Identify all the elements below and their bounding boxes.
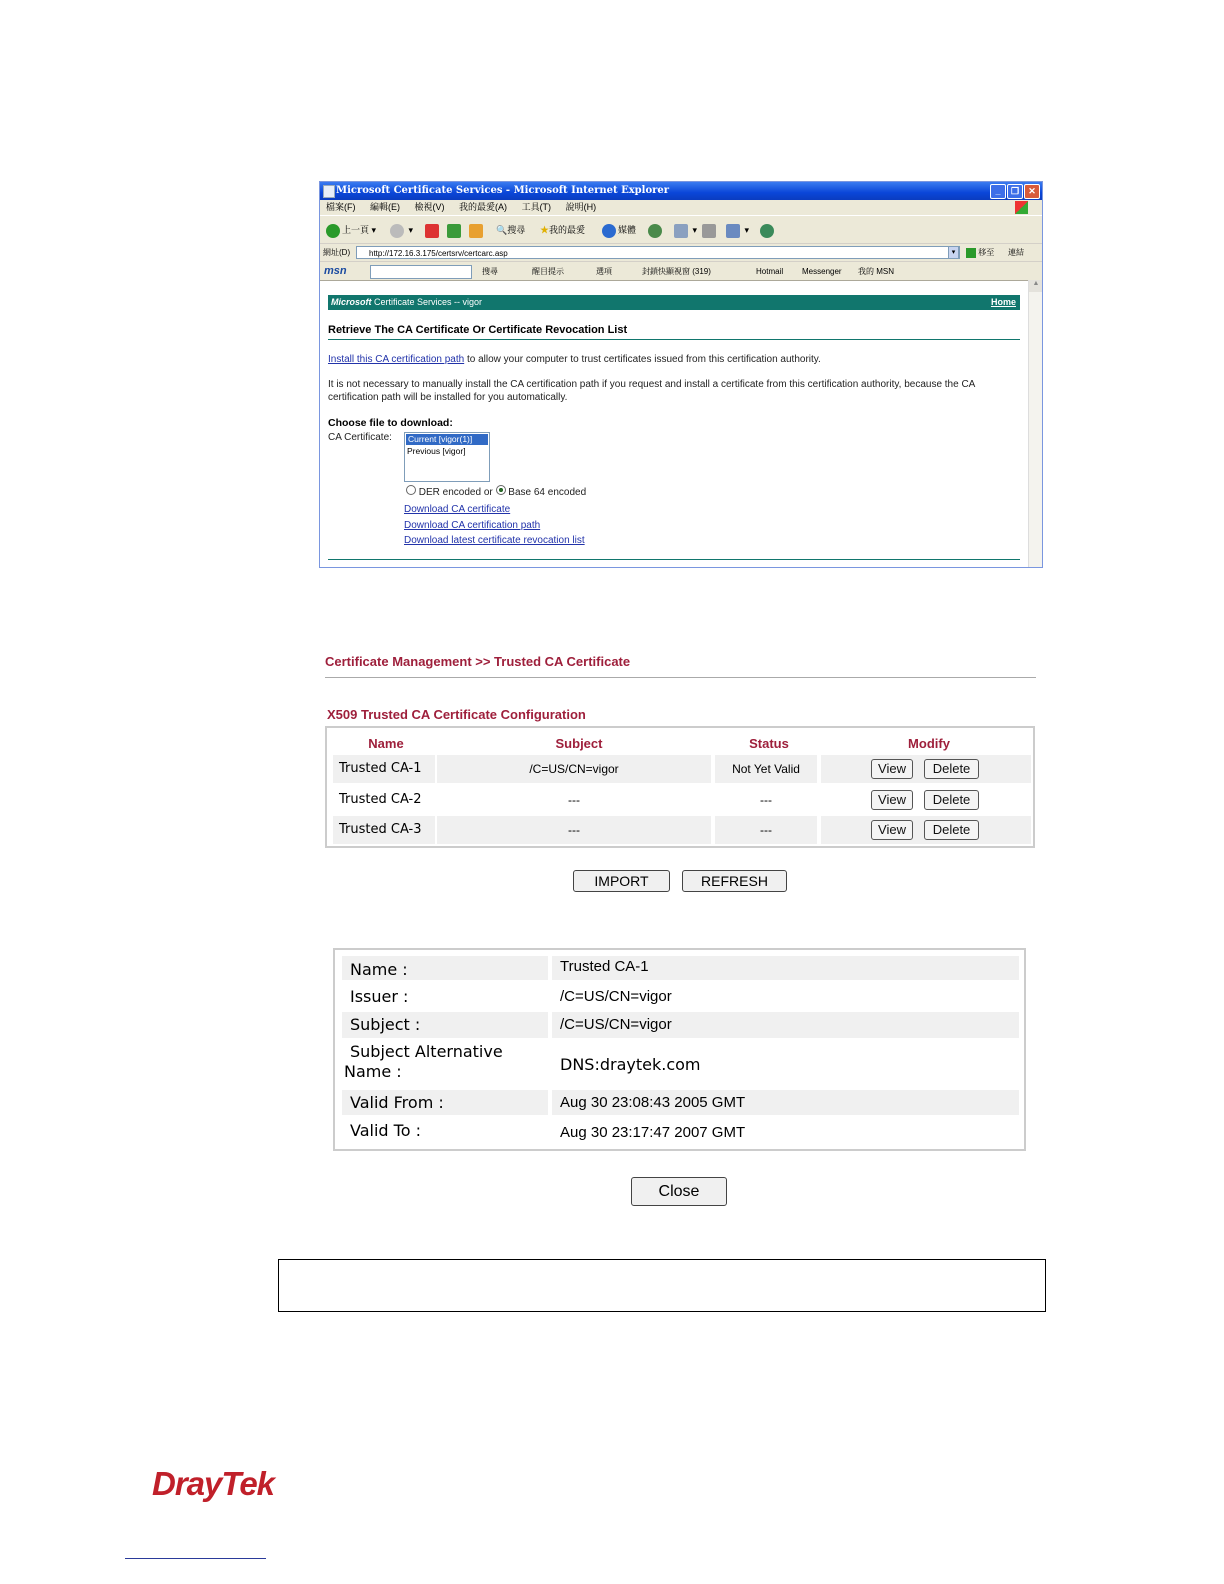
search-icon: 🔍	[496, 225, 508, 235]
download-ca-cert-link[interactable]: Download CA certificate	[404, 504, 511, 515]
install-paragraph	[328, 353, 1018, 366]
col-name: Name	[368, 736, 404, 751]
close-button[interactable]: Close	[631, 1177, 727, 1206]
row-status: ---	[715, 816, 817, 844]
ie-content	[320, 280, 1028, 568]
download-ca-path-link[interactable]: Download CA certification path	[404, 520, 541, 531]
install-text: to allow your computer to trust certificates issued from this certification authority.	[466, 354, 821, 365]
download-crl-link[interactable]: Download latest certificate revocation list	[404, 535, 585, 546]
delete-button[interactable]: Delete	[924, 790, 979, 810]
refresh-button-router[interactable]: REFRESH	[682, 870, 787, 892]
ms-brand: Microsoft	[331, 297, 372, 307]
choose-label: Choose file to download:	[328, 417, 453, 429]
trusted-ca-table	[325, 726, 1035, 848]
breadcrumb-divider	[325, 677, 1036, 678]
ms-heading: Retrieve The CA Certificate Or Certificate Revocation List	[328, 324, 628, 336]
msn-hotmail-button[interactable]: Hotmail	[756, 267, 784, 276]
ca-cert-label: CA Certificate:	[328, 432, 392, 443]
ie-scrollbar[interactable]	[1028, 280, 1043, 567]
subject-label: Subject :	[342, 1012, 548, 1038]
menu-edit[interactable]: 編輯(E)	[370, 202, 401, 212]
home-button[interactable]	[469, 221, 485, 239]
issuer-label: Issuer :	[350, 987, 409, 1006]
print-icon	[702, 224, 716, 238]
home-link[interactable]: Home	[990, 297, 1016, 307]
back-arrow-icon	[326, 224, 340, 238]
menu-help[interactable]: 說明(H)	[565, 202, 597, 212]
der-label: DER encoded	[418, 487, 482, 498]
messenger-icon	[760, 224, 774, 238]
address-label: 網址(D)	[323, 248, 351, 257]
draytek-logo: DrayTek	[152, 1465, 275, 1502]
ms-note: It is not necessary to manually install the CA certification path if you request and install a certificate from this certification authority, because the CA certification path will be installed for you automatically.	[328, 379, 975, 403]
media-button[interactable]: 媒體	[602, 221, 636, 239]
row-name: Trusted CA-3	[333, 816, 435, 844]
msn-search-input[interactable]	[370, 265, 472, 279]
import-button[interactable]: IMPORT	[573, 870, 670, 892]
detail-row-alt-name	[342, 1042, 1019, 1088]
breadcrumb: Certificate Management >> Trusted CA Certificate	[325, 654, 631, 669]
ie-menu-bar	[320, 200, 1042, 215]
col-modify: Modify	[908, 736, 950, 751]
delete-button[interactable]: Delete	[924, 759, 979, 779]
forward-arrow-icon	[390, 224, 404, 238]
history-icon	[648, 224, 662, 238]
footer-line	[125, 1558, 266, 1559]
restore-icon[interactable]: ❐	[1007, 184, 1023, 199]
menu-view[interactable]: 檢視(V)	[414, 202, 445, 212]
links-label[interactable]: 連結	[1008, 248, 1024, 257]
refresh-button[interactable]	[447, 221, 463, 239]
menu-favorites[interactable]: 我的最愛(A)	[459, 202, 508, 212]
refresh-icon	[447, 224, 461, 238]
mail-button[interactable]: ▾	[674, 221, 697, 239]
valid-from-value: Aug 30 23:08:43 2005 GMT	[552, 1090, 1019, 1115]
ie-title-bar	[320, 182, 1042, 200]
row-name: Trusted CA-1	[333, 755, 435, 783]
close-icon[interactable]: ✕	[1024, 184, 1040, 199]
edit-button[interactable]: ▾	[726, 221, 749, 239]
base64-radio[interactable]	[496, 485, 506, 495]
issuer-value: /C=US/CN=vigor	[560, 988, 672, 1005]
msn-messenger-button[interactable]: Messenger	[802, 267, 842, 276]
alt-name-value: DNS:draytek.com	[560, 1055, 701, 1074]
alt-name-label: Subject Alternative Name :	[344, 1042, 503, 1081]
search-button[interactable]: 🔍搜尋	[496, 225, 526, 235]
row-subject: /C=US/CN=vigor	[437, 755, 711, 783]
row-subject: ---	[568, 793, 580, 807]
address-input[interactable]: http://172.16.3.175/certsrv/certcarc.asp	[356, 246, 960, 259]
row-modify	[821, 755, 1031, 783]
der-radio[interactable]	[406, 485, 416, 495]
ms-header-bar	[328, 295, 1020, 310]
edit-icon	[726, 224, 740, 238]
stop-button[interactable]	[425, 221, 441, 239]
menu-tools[interactable]: 工具(T)	[521, 202, 552, 212]
name-label: Name :	[342, 956, 548, 980]
msn-options-button[interactable]: 選項	[596, 267, 612, 276]
delete-button[interactable]: Delete	[924, 820, 979, 840]
view-button[interactable]: View	[871, 790, 913, 810]
table-row	[333, 816, 1031, 844]
ie-window-title: Microsoft Certificate Services - Microsoft Internet Explorer	[336, 185, 670, 196]
media-icon	[602, 224, 616, 238]
install-ca-path-link[interactable]: Install this CA certification path	[328, 354, 465, 365]
table-row	[333, 786, 1031, 814]
certificate-detail-panel	[333, 948, 1026, 1151]
row-modify	[821, 816, 1031, 844]
valid-to-label: Valid To :	[350, 1121, 421, 1140]
detail-row-valid-from	[342, 1090, 1019, 1115]
msn-highlight-button[interactable]: 醒目提示	[532, 267, 564, 276]
detail-row-valid-to	[342, 1118, 1019, 1144]
back-button[interactable]: 上一頁 ▾	[326, 221, 376, 239]
row-modify	[821, 786, 1031, 814]
valid-to-value: Aug 30 23:17:47 2007 GMT	[560, 1124, 746, 1141]
ca-option-current[interactable]: Current [vigor(1)]	[406, 434, 488, 445]
note-box	[278, 1259, 1046, 1312]
msn-search-button[interactable]: 搜尋	[482, 267, 498, 276]
address-bar	[320, 243, 1042, 262]
print-button[interactable]	[702, 221, 718, 239]
view-button[interactable]: View	[871, 759, 913, 779]
row-status: Not Yet Valid	[715, 755, 817, 783]
mail-icon	[674, 224, 688, 238]
subject-value: /C=US/CN=vigor	[552, 1012, 1019, 1038]
view-button[interactable]: View	[871, 820, 913, 840]
home-icon	[469, 224, 483, 238]
messenger-button[interactable]	[760, 221, 776, 239]
ca-certificate-list[interactable]	[404, 432, 490, 482]
ms-divider	[328, 339, 1020, 340]
ie-app-icon	[323, 185, 335, 198]
scroll-up-icon[interactable]: ▲	[1029, 280, 1043, 292]
ms-bar-title: Certificate Services -- vigor	[374, 297, 483, 307]
address-dropdown-icon[interactable]: ▾	[948, 246, 959, 259]
ie-toolbar	[320, 215, 1042, 244]
stop-icon	[425, 224, 439, 238]
table-row	[333, 755, 1031, 783]
row-status: ---	[760, 793, 772, 807]
star-icon: ★	[540, 225, 550, 235]
valid-from-label: Valid From :	[342, 1090, 548, 1115]
encoding-options	[406, 485, 666, 499]
ms-bottom-divider	[328, 559, 1020, 560]
forward-button[interactable]: ▾	[390, 221, 413, 239]
msn-popup-blocker[interactable]: 封鎖快顯視窗 (319)	[642, 267, 711, 276]
go-arrow-icon	[966, 248, 976, 258]
minimize-icon[interactable]: _	[990, 184, 1006, 199]
menu-file[interactable]: 檔案(F)	[326, 202, 356, 212]
go-button[interactable]: 移至	[966, 244, 994, 262]
row-subject: ---	[437, 816, 711, 844]
ie-window	[319, 181, 1043, 568]
detail-row-subject	[342, 1012, 1019, 1038]
history-button[interactable]	[648, 221, 664, 239]
msn-toolbar	[320, 261, 1042, 281]
my-msn-button[interactable]: 我的 MSN	[858, 267, 894, 276]
detail-row-name	[342, 956, 1019, 980]
name-value: Trusted CA-1	[552, 956, 1019, 980]
row-name: Trusted CA-2	[339, 792, 422, 807]
base64-label: Base 64 encoded	[508, 487, 587, 498]
col-subject: Subject	[555, 736, 603, 751]
msn-logo: msn	[324, 265, 347, 277]
or-label: or	[483, 487, 493, 498]
ca-option-previous[interactable]: Previous [vigor]	[407, 446, 466, 456]
windows-logo-icon	[1015, 201, 1028, 214]
favorites-button[interactable]: ★我的最愛	[540, 225, 586, 235]
detail-row-issuer	[342, 984, 1019, 1010]
col-status: Status	[749, 736, 789, 751]
section-title: X509 Trusted CA Certificate Configuration	[327, 707, 586, 722]
